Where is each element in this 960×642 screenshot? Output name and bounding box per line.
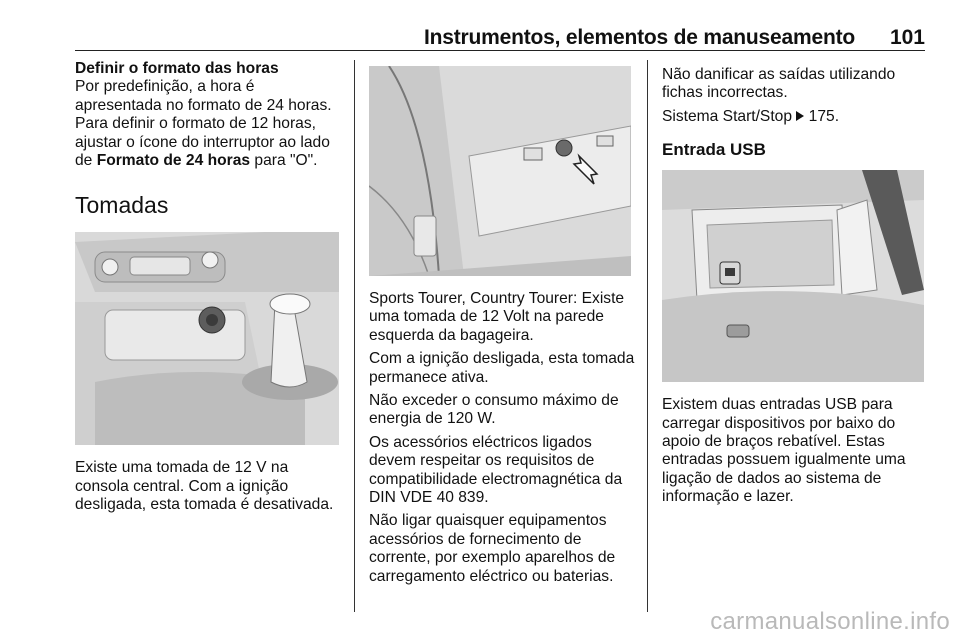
page-reference: 175. (804, 107, 840, 125)
figure-usb-ports (662, 170, 924, 382)
paragraph (75, 78, 343, 170)
paragraph-text: Sistema Start/Stop (662, 107, 797, 125)
section-heading: Entrada USB (662, 140, 766, 160)
column-divider (647, 60, 648, 612)
figure-trunk-socket (369, 66, 631, 276)
section-heading: Tomadas (75, 192, 169, 219)
paragraph: Não danificar as saídas utilizando fichas incorrectas. (662, 66, 896, 102)
column-3 (662, 60, 928, 512)
figure-center-console-socket (75, 232, 339, 445)
page-header (75, 22, 925, 51)
paragraph: Com a ignição desligada, esta tomada permanece ativa. (369, 350, 635, 386)
section-subheading: Definir o formato das horas (75, 60, 279, 77)
trunk-illustration (369, 66, 631, 276)
paragraph: Os acessórios eléctricos ligados devem respeitar os requisitos de compatibilidade electromagnética da DIN VDE 40 839. (369, 433, 623, 507)
page-number: 101 (889, 26, 925, 49)
paragraph (662, 108, 928, 126)
usb-illustration (662, 170, 924, 382)
figure-caption: Existe uma tomada de 12 V na consola central. Com a ignição desligada, esta tomada é desativada. (75, 459, 334, 514)
column-divider (354, 60, 355, 612)
paragraph-text: para "O". (250, 152, 318, 170)
column-1 (75, 60, 343, 520)
column-2 (369, 60, 635, 591)
setting-name: Formato de 24 horas (96, 152, 251, 170)
paragraph: Sports Tourer, Country Tourer: Existe uma tomada de 12 Volt na parede esquerda da bagageira. (369, 290, 625, 344)
page-title: Instrumentos, elementos de manuseamento (424, 26, 855, 49)
paragraph: Não exceder o consumo máximo de energia de 120 W. (369, 392, 619, 428)
console-illustration (75, 232, 339, 445)
paragraph: Existem duas entradas USB para carregar dispositivos por baixo do apoio de braços rebatível. Estas entradas possuem igualmente uma ligação de dados ao sistema de informação e lazer. (662, 396, 906, 506)
paragraph: Não ligar quaisquer equipamentos acessórios de fornecimento de corrente, por exemplo aparelhos de carregamento eléctrico ou baterias. (369, 512, 616, 585)
paragraph-text: Por predefinição, a hora é apresentada no formato de 24 horas. Para definir o formato de 12 horas, ajustar o ícone do interruptor ao lado de (75, 78, 332, 170)
watermark: carmanualsonline.info (710, 608, 950, 635)
